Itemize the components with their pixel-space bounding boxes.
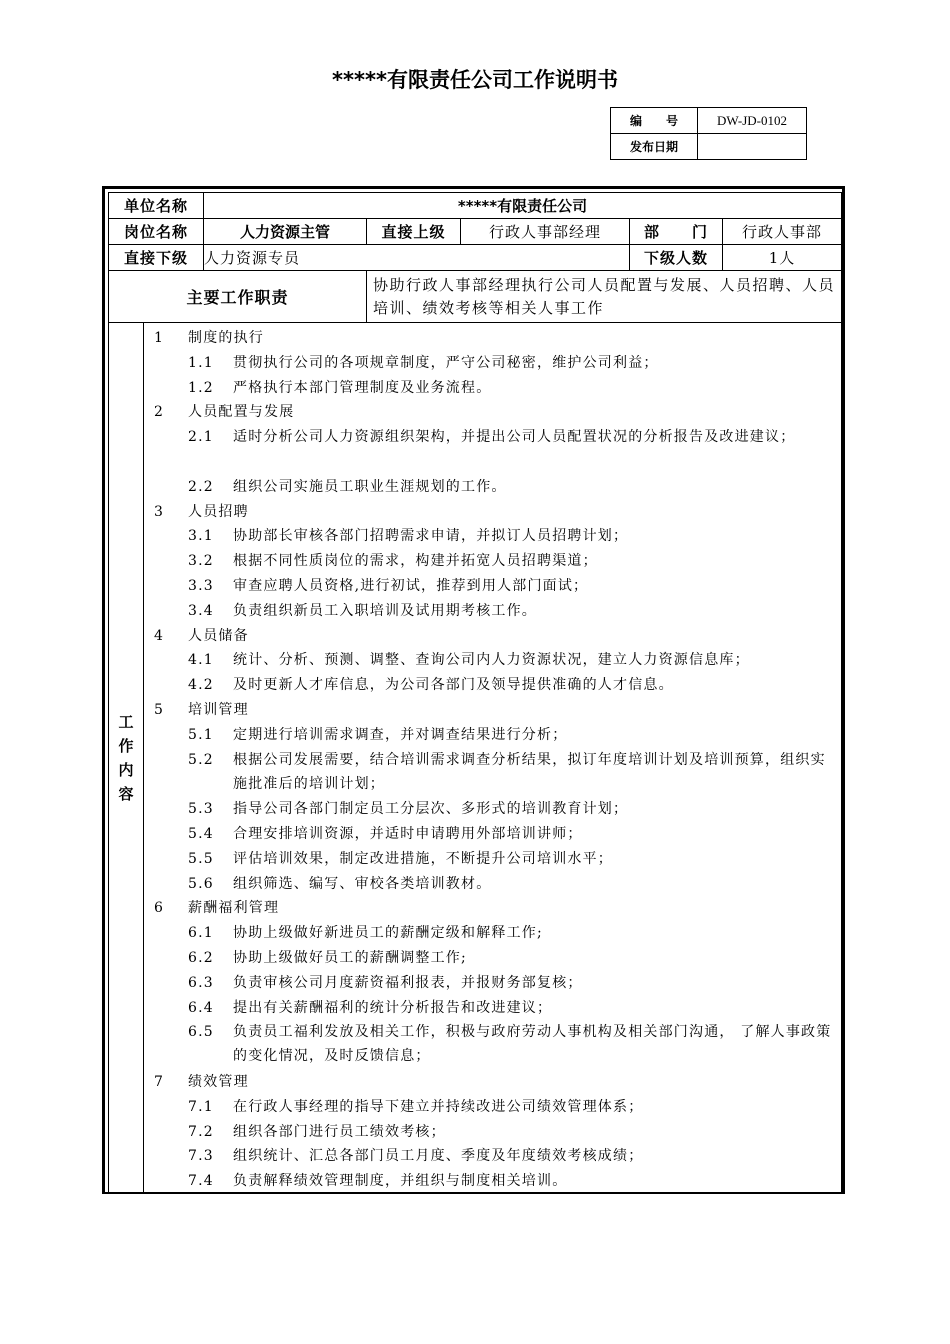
item-number: 6.1 bbox=[188, 925, 214, 942]
item-text: 根据公司发展需要，结合培训需求调查分析结果，拟订年度培训计划及培训预算，组织实施批准后的培训计划； bbox=[233, 751, 826, 792]
superior-value: 行政人事部经理 bbox=[461, 219, 630, 245]
list-item bbox=[188, 1120, 835, 1144]
item-number: 3.4 bbox=[188, 602, 214, 619]
meta-table bbox=[610, 107, 807, 160]
item-text: 指导公司各部门制定员工分层次、多形式的培训教育计划； bbox=[233, 801, 629, 818]
item-text: 组织公司实施员工职业生涯规划的工作。 bbox=[233, 478, 507, 495]
section-heading bbox=[154, 326, 264, 350]
list-item bbox=[188, 648, 835, 672]
section-title: 制度的执行 bbox=[188, 330, 264, 346]
item-number: 6.4 bbox=[188, 999, 214, 1016]
section-title: 人员储备 bbox=[188, 627, 249, 644]
item-text: 审查应聘人员资格,进行初试，推荐到用人部门面试； bbox=[233, 578, 589, 594]
item-text: 评估培训效果，制定改进措施，不断提升公司培训水平； bbox=[233, 850, 613, 867]
item-text: 在行政人事经理的指导下建立并持续改进公司绩效管理体系； bbox=[233, 1098, 644, 1115]
section-number: 4 bbox=[154, 627, 165, 644]
item-text: 负责组织新员工入职培训及试用期考核工作。 bbox=[233, 602, 537, 619]
list-item bbox=[188, 1144, 835, 1168]
list-item bbox=[188, 1095, 835, 1119]
item-number: 3.2 bbox=[188, 553, 214, 570]
item-text: 协助部长审核各部门招聘需求申请，并拟订人员招聘计划； bbox=[233, 528, 629, 545]
item-text: 贯彻执行公司的各项规章制度，严守公司秘密，维护公司利益； bbox=[233, 354, 659, 371]
section-heading bbox=[154, 1070, 249, 1094]
item-number: 7.4 bbox=[188, 1173, 214, 1190]
content-cell bbox=[144, 323, 842, 1194]
section-number: 6 bbox=[154, 900, 165, 917]
date-value bbox=[698, 134, 807, 160]
dept-value: 行政人事部 bbox=[723, 219, 842, 245]
list-item bbox=[188, 996, 835, 1020]
item-text: 提出有关薪酬福利的统计分析报告和改进建议； bbox=[233, 999, 553, 1016]
list-item bbox=[188, 1020, 835, 1068]
section-number: 5 bbox=[154, 702, 165, 718]
list-item bbox=[188, 921, 835, 945]
item-text: 组织筛选、编写、审校各类培训教材。 bbox=[233, 875, 492, 892]
subordinate-label: 直接下级 bbox=[109, 245, 204, 271]
dept-label: 部 门 bbox=[630, 219, 723, 245]
section-title: 绩效管理 bbox=[188, 1074, 249, 1090]
list-item bbox=[188, 822, 835, 846]
item-text: 协助上级做好新进员工的薪酬定级和解释工作; bbox=[233, 925, 543, 942]
item-number: 6.2 bbox=[188, 950, 214, 966]
unit-label: 单位名称 bbox=[109, 193, 204, 219]
item-number: 5.1 bbox=[188, 726, 214, 743]
section-number: 2 bbox=[154, 404, 165, 421]
list-item bbox=[188, 971, 835, 995]
item-text: 合理安排培训资源，并适时申请聘用外部培训讲师； bbox=[233, 826, 583, 842]
item-number: 5.3 bbox=[188, 801, 214, 818]
duty-value: 协助行政人事部经理执行公司人员配置与发展、人员招聘、人员培训、绩效考核等相关人事工作 bbox=[367, 271, 842, 323]
document-title: *****有限责任公司工作说明书 bbox=[332, 68, 618, 92]
sub-count-value: 1人 bbox=[723, 245, 842, 271]
list-item bbox=[188, 376, 835, 400]
list-item bbox=[188, 723, 835, 747]
item-number: 4.2 bbox=[188, 677, 214, 694]
list-item bbox=[188, 946, 835, 970]
list-item bbox=[188, 549, 835, 573]
list-item bbox=[188, 599, 835, 623]
superior-label: 直接上级 bbox=[367, 219, 461, 245]
section-number: 7 bbox=[154, 1074, 165, 1090]
item-number: 7.3 bbox=[188, 1148, 214, 1165]
item-number: 5.5 bbox=[188, 850, 214, 867]
list-item bbox=[188, 872, 835, 896]
position-label: 岗位名称 bbox=[109, 219, 204, 245]
item-number: 6.3 bbox=[188, 974, 214, 991]
item-text: 组织各部门进行员工绩效考核； bbox=[233, 1123, 446, 1140]
list-item bbox=[188, 574, 835, 598]
section-number: 1 bbox=[154, 330, 165, 346]
position-value: 人力资源主管 bbox=[204, 219, 367, 245]
date-label: 发布日期 bbox=[611, 134, 698, 160]
item-number: 6.5 bbox=[188, 1024, 214, 1041]
content-label bbox=[109, 323, 144, 1194]
content-label-text: 工作内容 bbox=[118, 713, 134, 803]
item-text: 负责审核公司月度薪资福利报表，并报财务部复核； bbox=[233, 974, 583, 991]
item-text: 严格执行本部门管理制度及业务流程。 bbox=[233, 379, 492, 396]
item-number: 5.4 bbox=[188, 826, 214, 842]
job-info-table bbox=[108, 192, 842, 1194]
list-item bbox=[188, 475, 835, 499]
item-text: 统计、分析、预测、调整、查询公司内人力资源状况，建立人力资源信息库； bbox=[233, 652, 750, 669]
section-heading bbox=[154, 896, 279, 920]
item-number: 3.1 bbox=[188, 528, 214, 545]
item-text: 适时分析公司人力资源组织架构，并提出公司人员配置状况的分析报告及改进建议； bbox=[233, 429, 796, 446]
duty-label: 主要工作职责 bbox=[109, 271, 367, 323]
section-number: 3 bbox=[154, 503, 165, 520]
unit-value: *****有限责任公司 bbox=[204, 193, 842, 219]
item-text: 组织统计、汇总各部门员工月度、季度及年度绩效考核成绩； bbox=[233, 1148, 644, 1165]
section-title: 培训管理 bbox=[188, 702, 249, 718]
section-heading bbox=[154, 698, 249, 722]
item-text: 定期进行培训需求调查，并对调查结果进行分析； bbox=[233, 726, 568, 743]
code-value: DW-JD-0102 bbox=[698, 108, 807, 134]
list-item bbox=[188, 351, 835, 375]
section-title: 薪酬福利管理 bbox=[188, 900, 280, 917]
item-text: 及时更新人才库信息，为公司各部门及领导提供准确的人才信息。 bbox=[233, 677, 674, 694]
section-title: 人员配置与发展 bbox=[188, 404, 295, 421]
code-label: 编 号 bbox=[611, 108, 698, 134]
item-number: 2.2 bbox=[188, 478, 214, 495]
list-item bbox=[188, 748, 835, 796]
item-number: 7.2 bbox=[188, 1123, 214, 1140]
item-number: 5.6 bbox=[188, 875, 214, 892]
list-item bbox=[188, 1169, 835, 1193]
item-number: 4.1 bbox=[188, 652, 214, 669]
item-text: 协助上级做好员工的薪酬调整工作; bbox=[233, 950, 467, 966]
item-text: 根据不同性质岗位的需求，构建并拓宽人员招聘渠道； bbox=[233, 553, 598, 570]
sub-count-label: 下级人数 bbox=[630, 245, 723, 271]
item-number: 2.1 bbox=[188, 429, 214, 446]
item-text: 负责员工福利发放及相关工作，积极与政府劳动人事机构及相关部门沟通， 了解人事政策的变化情况，及时反馈信息； bbox=[233, 1024, 832, 1065]
item-number: 5.2 bbox=[188, 751, 214, 768]
item-number: 3.3 bbox=[188, 578, 214, 594]
work-content bbox=[144, 323, 841, 1193]
list-item bbox=[188, 524, 835, 548]
section-heading bbox=[154, 500, 249, 524]
item-number: 1.2 bbox=[188, 379, 214, 396]
list-item bbox=[188, 797, 835, 821]
list-item bbox=[188, 425, 835, 449]
section-heading bbox=[154, 400, 294, 424]
section-title: 人员招聘 bbox=[188, 503, 249, 520]
section-heading bbox=[154, 624, 249, 648]
item-number: 7.1 bbox=[188, 1098, 214, 1115]
item-number: 1.1 bbox=[188, 354, 214, 371]
item-text: 负责解释绩效管理制度，并组织与制度相关培训。 bbox=[233, 1173, 568, 1190]
list-item bbox=[188, 673, 835, 697]
subordinate-value: 人力资源专员 bbox=[204, 245, 630, 271]
list-item bbox=[188, 847, 835, 871]
